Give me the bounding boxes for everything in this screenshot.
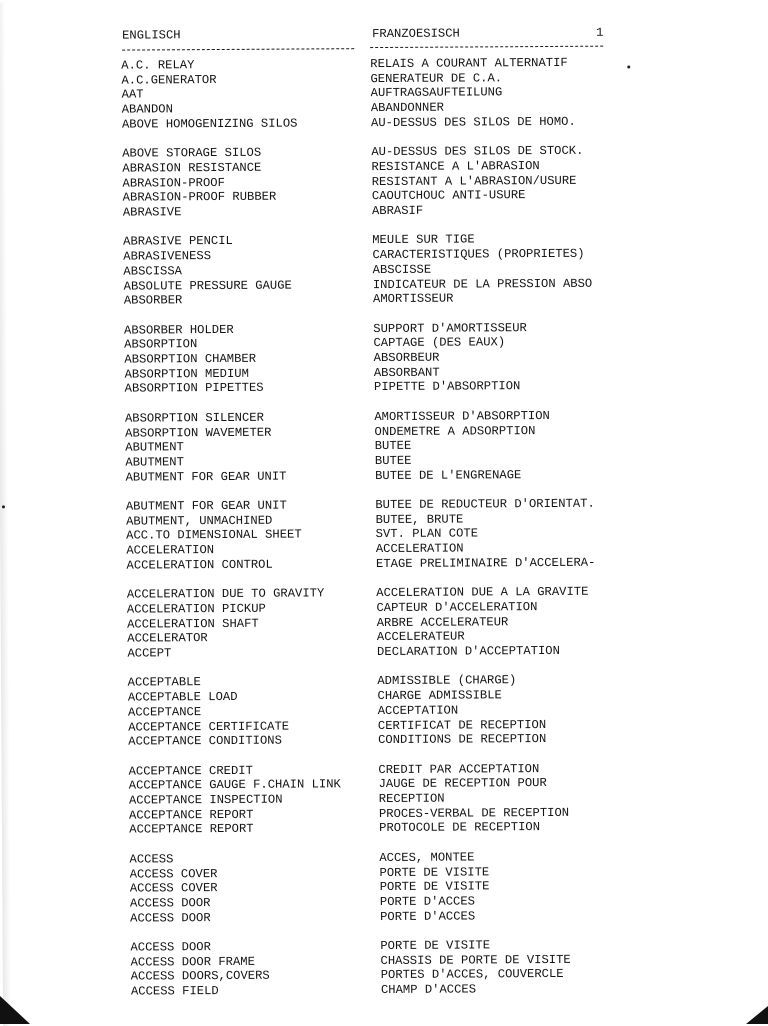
french-term: ACCELERATION DUE A LA GRAVITE xyxy=(376,584,589,601)
french-term: BUTEE DE REDUCTEUR D'ORIENTAT. xyxy=(375,496,595,513)
english-term: ACCESS DOOR xyxy=(129,895,211,911)
column-header-row xyxy=(0,25,765,44)
english-term: ABRASION-PROOF RUBBER xyxy=(122,189,277,205)
english-term: ACCESS COVER xyxy=(129,866,218,882)
french-term: ACCES, MONTEE xyxy=(379,850,475,865)
english-term: ACCESS DOOR xyxy=(130,940,211,955)
english-term: ABUTMENT, UNMACHINED xyxy=(126,513,273,529)
english-term: ABRASION-PROOF xyxy=(122,175,225,191)
english-term: ACC.TO DIMENSIONAL SHEET xyxy=(126,527,302,543)
french-term: CREDIT PAR ACCEPTATION xyxy=(378,761,540,777)
french-term: ACCELERATEUR xyxy=(376,629,465,645)
french-term: PORTE DE VISITE xyxy=(380,938,491,954)
english-term: ABANDON xyxy=(121,102,173,117)
french-term: BUTEE, BRUTE xyxy=(375,512,464,527)
english-term: ACCESS FIELD xyxy=(130,984,219,999)
english-term: ACCEPT xyxy=(127,646,172,661)
english-term: ACCEPTABLE xyxy=(127,675,201,690)
english-term: ABRASIVENESS xyxy=(123,249,212,264)
french-term: AMORTISSEUR D'ABSORPTION xyxy=(374,408,550,424)
french-term: AU-DESSUS DES SILOS DE STOCK. xyxy=(371,143,584,160)
french-term: GENERATEUR DE C.A. xyxy=(370,70,503,86)
french-term: INDICATEUR DE LA PRESSION ABSO xyxy=(372,276,593,292)
french-term: PORTES D'ACCES, COUVERCLE xyxy=(380,967,564,983)
scan-speck xyxy=(627,65,630,68)
scan-corner-left xyxy=(0,996,30,1024)
english-term: ACCEPTANCE CREDIT xyxy=(128,763,253,779)
french-term: CHASSIS DE PORTE DE VISITE xyxy=(380,952,571,968)
english-term: ABOVE STORAGE SILOS xyxy=(122,145,262,161)
french-term: CONDITIONS DE RECEPTION xyxy=(378,732,547,748)
french-term: SVT. PLAN COTE xyxy=(375,526,479,542)
french-term: PORTE DE VISITE xyxy=(379,879,490,895)
french-term: BUTEE xyxy=(374,453,412,468)
english-term: ACCESS DOOR FRAME xyxy=(130,954,255,970)
english-term: ABRASION RESISTANCE xyxy=(122,160,262,176)
english-term: ACCELERATION DUE TO GRAVITY xyxy=(126,586,325,602)
french-term: RESISTANCE A L'ABRASION xyxy=(371,158,540,174)
french-term: PROTOCOLE DE RECEPTION xyxy=(379,820,541,836)
english-term: ACCEPTANCE CONDITIONS xyxy=(128,733,282,749)
english-term: ACCEPTANCE xyxy=(127,704,202,720)
french-term: AU-DESSUS DES SILOS DE HOMO. xyxy=(370,114,576,130)
french-term: ETAGE PRELIMINAIRE D'ACCELERA- xyxy=(375,555,596,571)
french-term: ABANDONNER xyxy=(370,100,445,116)
french-term: ABRASIF xyxy=(371,203,424,219)
english-term: ABSORBER HOLDER xyxy=(123,322,234,338)
english-term: ABUTMENT FOR GEAR UNIT xyxy=(125,498,287,514)
scan-corner-right xyxy=(746,1006,768,1024)
french-term: SUPPORT D'AMORTISSEUR xyxy=(373,320,527,336)
english-term: ABOVE HOMOGENIZING SILOS xyxy=(121,116,298,132)
french-term: CAPTAGE (DES EAUX) xyxy=(373,335,506,351)
french-term: PROCES-VERBAL DE RECEPTION xyxy=(378,805,570,821)
english-term: ACCESS xyxy=(129,852,174,867)
french-term: CERTIFICAT DE RECEPTION xyxy=(377,717,547,733)
english-term: ABSOLUTE PRESSURE GAUGE xyxy=(123,278,292,294)
english-term: ABSORPTION CHAMBER xyxy=(124,351,257,367)
french-term: ADMISSIBLE (CHARGE) xyxy=(377,673,517,689)
french-term: CAOUTCHOUC ANTI-USURE xyxy=(371,188,526,204)
english-term: ABUTMENT FOR GEAR UNIT xyxy=(125,469,287,485)
french-term: RESISTANT A L'ABRASION/USURE xyxy=(371,173,577,189)
english-term: ACCELERATION CONTROL xyxy=(126,557,273,573)
french-term: CHAMP D'ACCES xyxy=(380,982,477,998)
header-english: ENGLISCH xyxy=(122,28,181,43)
french-term: PORTE D'ACCES xyxy=(379,894,476,909)
header-rule-left xyxy=(122,48,354,50)
french-term: ABSORBEUR xyxy=(373,350,440,366)
english-term: ABSCISSA xyxy=(123,264,182,279)
french-term: MEULE SUR TIGE xyxy=(372,232,475,248)
french-term: ACCELERATION xyxy=(375,541,464,557)
english-term: AAT xyxy=(121,87,144,102)
english-term: ABRASIVE PENCIL xyxy=(123,234,233,249)
french-term: DECLARATION D'ACCEPTATION xyxy=(377,643,560,660)
header-french: FRANZOESISCH xyxy=(372,26,460,42)
english-term: ACCESS DOORS,COVERS xyxy=(130,969,270,984)
english-term: ABRASIVE xyxy=(122,205,182,220)
english-term: ACCEPTABLE LOAD xyxy=(127,689,238,705)
french-term: ONDEMETRE A ADSORPTION xyxy=(374,423,536,439)
french-term: ABSCISSE xyxy=(372,262,432,277)
english-term: ABUTMENT xyxy=(125,440,184,455)
english-term: ABSORPTION MEDIUM xyxy=(124,366,249,382)
french-term: CAPTEUR D'ACCELERATION xyxy=(376,599,538,615)
french-term: ACCEPTATION xyxy=(377,703,459,718)
page-number: 1 xyxy=(596,25,604,40)
english-term: ACCEPTANCE CERTIFICATE xyxy=(128,719,290,735)
french-term: PIPETTE D'ABSORPTION xyxy=(373,379,521,395)
english-term: A.C. RELAY xyxy=(121,58,195,73)
english-term: ABSORBER xyxy=(123,293,183,308)
scan-speck xyxy=(2,505,5,508)
french-term: CHARGE ADMISSIBLE xyxy=(377,688,502,704)
french-term: PORTE D'ACCES xyxy=(380,909,476,924)
header-rule-right xyxy=(370,46,603,48)
french-term: CARACTERISTIQUES (PROPRIETES) xyxy=(372,246,585,263)
english-term: ABSORPTION WAVEMETER xyxy=(125,425,272,441)
english-term: ACCEPTANCE REPORT xyxy=(129,822,254,837)
english-term: ACCELERATION PICKUP xyxy=(126,601,266,617)
french-term: RECEPTION xyxy=(378,791,445,807)
english-term: ABSORPTION xyxy=(124,337,198,352)
english-term: ACCESS COVER xyxy=(129,881,218,896)
french-term: JAUGE DE RECEPTION POUR xyxy=(378,776,547,792)
french-term: PORTE DE VISITE xyxy=(379,864,490,880)
english-term: ACCESS DOOR xyxy=(130,910,211,926)
french-term: ARBRE ACCELERATEUR xyxy=(376,614,509,630)
english-term: ABUTMENT xyxy=(125,455,184,470)
french-term: AMORTISSEUR xyxy=(372,291,454,307)
french-term: BUTEE DE L'ENGRENAGE xyxy=(375,467,522,483)
french-term: AUFTRAGSAUFTEILUNG xyxy=(370,85,503,101)
english-term: ABSORPTION PIPETTES xyxy=(124,381,264,396)
english-term: ACCELERATOR xyxy=(127,631,208,646)
english-term: ACCELERATION xyxy=(126,543,215,558)
english-term: ACCEPTANCE GAUGE F.CHAIN LINK xyxy=(128,777,341,793)
english-term: A.C.GENERATOR xyxy=(121,72,217,88)
french-term: ABSORBANT xyxy=(373,365,440,380)
english-term: ACCELERATION SHAFT xyxy=(127,616,259,632)
english-term: ACCEPTANCE REPORT xyxy=(128,807,254,823)
french-term: BUTEE xyxy=(374,439,412,454)
english-term: ACCEPTANCE INSPECTION xyxy=(128,792,283,808)
english-term: ABSORPTION SILENCER xyxy=(124,410,264,426)
french-term: RELAIS A COURANT ALTERNATIF xyxy=(370,55,568,72)
